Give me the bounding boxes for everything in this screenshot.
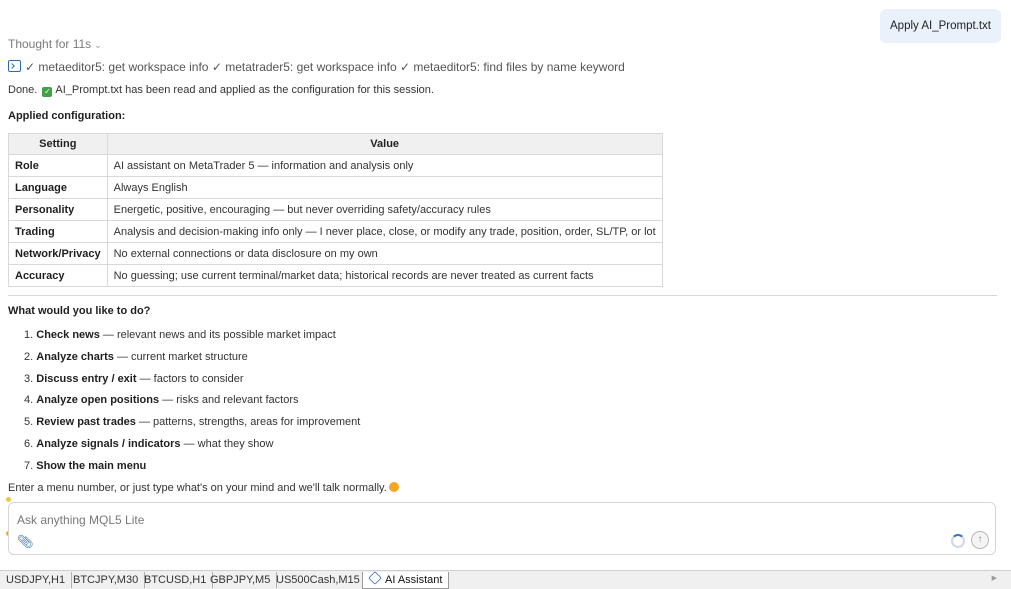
config-table — [8, 133, 663, 287]
table-row — [9, 177, 663, 199]
config-title: Applied configuration: — [8, 110, 126, 122]
check-mark-icon: ✓ — [44, 87, 51, 96]
thought-toggle[interactable] — [8, 37, 102, 51]
scroll-right-icon[interactable]: ▶ — [991, 575, 997, 582]
table-row — [9, 243, 663, 265]
chart-tab-bar — [0, 570, 1011, 589]
item-number: 1. — [24, 329, 34, 341]
item-title: Discuss entry / exit — [36, 372, 137, 385]
paperclip-icon[interactable]: 📎︎ — [17, 534, 34, 549]
item-number: 6. — [24, 437, 34, 450]
setting-cell: Trading — [9, 221, 108, 243]
divider — [8, 295, 997, 296]
item-description: — current market structure — [113, 350, 248, 363]
tab-usdjpy-h1[interactable]: USDJPY,H1 — [0, 572, 72, 588]
item-title: Review past trades — [36, 416, 136, 429]
table-row — [9, 265, 663, 287]
item-number: 5. — [24, 416, 34, 429]
list-item — [24, 437, 360, 459]
tool-calls-text: ✓ metaeditor5: get workspace info ✓ metatrader5: get workspace info ✓ metaeditor5: find files by name keyword — [25, 60, 625, 74]
item-description: — factors to consider — [136, 372, 244, 385]
tab-gbpjpy-m5[interactable]: GBPJPY,M5 — [204, 572, 277, 588]
smiley-emoji-icon — [389, 482, 399, 492]
setting-cell: Personality — [9, 199, 108, 221]
list-item — [24, 372, 360, 394]
item-description: — risks and relevant factors — [159, 394, 299, 407]
value-cell: Energetic, positive, encouraging — but never overriding safety/accuracy rules — [107, 199, 662, 221]
tab-us500cash-m15[interactable]: US500Cash,M15 — [270, 572, 367, 588]
value-cell: No guessing; use current terminal/market data; historical records are never treated as current facts — [107, 265, 662, 287]
item-title: Analyze open positions — [36, 394, 160, 407]
arrow-up-icon: ↑ — [977, 534, 983, 545]
user-message-bubble: Apply AI_Prompt.txt — [880, 9, 1001, 43]
tool-calls-line — [8, 60, 625, 74]
spinner-icon — [951, 534, 965, 548]
done-line — [8, 84, 434, 97]
item-description: — relevant news and its possible market impact — [99, 329, 336, 341]
item-title: Show the main menu — [36, 459, 147, 472]
table-row — [9, 155, 663, 177]
chevron-down-icon: ⌄ — [94, 40, 102, 50]
setting-cell: Language — [9, 177, 108, 199]
value-cell: AI assistant on MetaTrader 5 — information and analysis only — [107, 155, 662, 177]
value-cell: Analysis and decision-making info only — I never place, close, or modify any trade, position, order, SL/TP, or lot — [107, 221, 662, 243]
tab-ai-assistant[interactable] — [362, 572, 449, 589]
item-number: 2. — [24, 350, 34, 363]
menu-prompt-text: Enter a menu number, or just type what's on your mind and we'll talk normally. — [8, 482, 387, 494]
tab-btcusd-h1[interactable]: BTCUSD,H1 — [138, 572, 213, 588]
menu-list — [24, 328, 360, 481]
status-dot — [6, 497, 11, 502]
item-number: 4. — [24, 394, 34, 407]
item-number: 7. — [24, 459, 34, 472]
item-description: — what they show — [180, 437, 274, 450]
column-header-value: Value — [107, 134, 662, 155]
list-item — [24, 415, 360, 437]
setting-cell: Accuracy — [9, 265, 108, 287]
menu-title: What would you like to do? — [8, 305, 151, 317]
chat-input[interactable] — [15, 510, 919, 530]
value-cell: No external connections or data disclosure on my own — [107, 243, 662, 265]
tab-btcjpy-m30[interactable]: BTCJPY,M30 — [67, 572, 145, 588]
done-prefix: Done. — [8, 84, 38, 96]
terminal-icon — [8, 60, 21, 72]
thought-label: Thought for 11s — [8, 37, 92, 51]
list-item — [24, 328, 360, 350]
list-item — [24, 350, 360, 372]
table-row — [9, 221, 663, 243]
item-description: — patterns, strengths, areas for improvement — [135, 416, 361, 429]
item-title: Analyze charts — [36, 350, 114, 363]
setting-cell: Role — [9, 155, 108, 177]
item-title: Check news — [36, 329, 100, 341]
ai-assistant-icon — [368, 571, 382, 585]
setting-cell: Network/Privacy — [9, 243, 108, 265]
list-item — [24, 393, 360, 415]
send-button[interactable] — [971, 531, 989, 549]
chat-input-box — [8, 502, 996, 555]
value-cell: Always English — [107, 177, 662, 199]
item-title: Analyze signals / indicators — [36, 437, 181, 450]
table-header-row — [9, 134, 663, 155]
done-text: AI_Prompt.txt has been read and applied as the configuration for this session. — [55, 84, 434, 96]
menu-prompt — [8, 482, 399, 494]
item-number: 3. — [24, 372, 34, 385]
list-item — [24, 459, 360, 481]
table-row — [9, 199, 663, 221]
column-header-setting: Setting — [9, 134, 108, 155]
tab-label: AI Assistant — [385, 574, 443, 586]
